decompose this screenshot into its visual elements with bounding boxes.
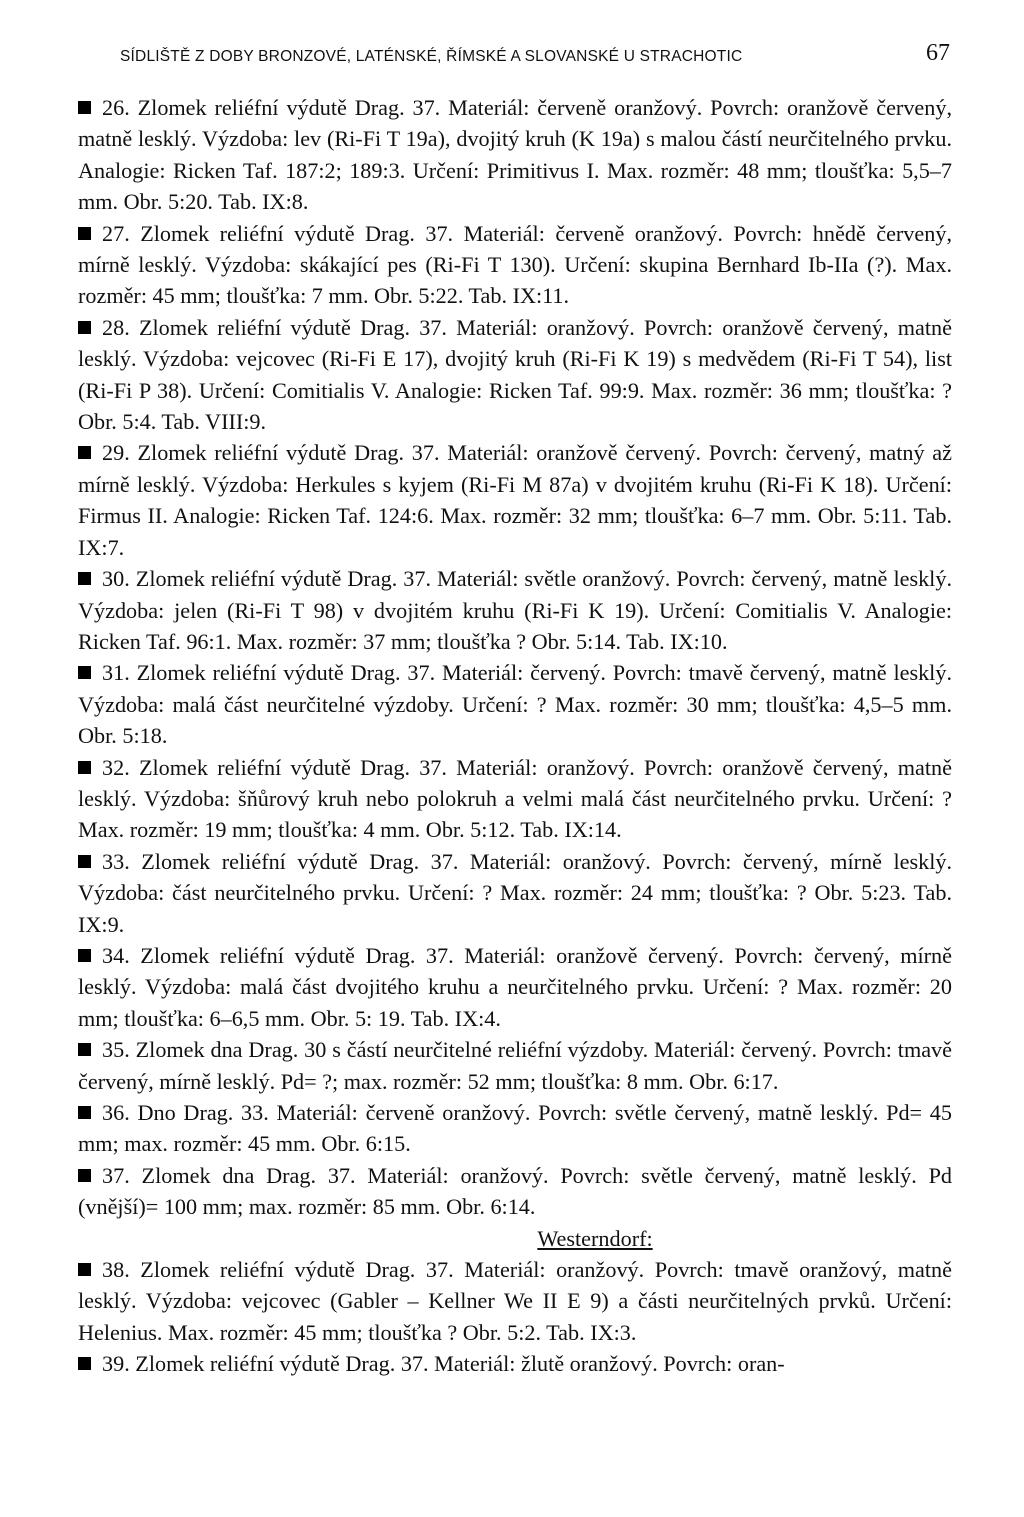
- entry-text: 33. Zlomek reliéfní výdutě Drag. 37. Materiál: oranžový. Povrch: červený, mírně lesklý. Výzdoba: část neurčitelného prvku. Určení: ? Max. rozměr: 24 mm; tloušťka: ? Obr. 5:23. Tab. IX:9.: [78, 848, 952, 937]
- running-title: SÍDLIŠTĚ Z DOBY BRONZOVÉ, LATÉNSKÉ, ŘÍMSKÉ A SLOVANSKÉ U STRACHOTIC: [120, 48, 743, 65]
- catalog-entry: [78, 563, 952, 657]
- page-number: 67: [926, 40, 950, 66]
- entry-text: 37. Zlomek dna Drag. 37. Materiál: oranžový. Povrch: světle červený, matně lesklý. Pd (vnější)= 100 mm; max. rozměr: 85 mm. Obr. 6:14.: [78, 1162, 952, 1220]
- entry-text: 39. Zlomek reliéfní výdutě Drag. 37. Materiál: žlutě oranžový. Povrch: oran-: [102, 1351, 785, 1377]
- catalog-entry: [78, 846, 952, 940]
- entry-text: 36. Dno Drag. 33. Materiál: červeně oranžový. Povrch: světle červený, matně lesklý. Pd= 45 mm; max. rozměr: 45 mm. Obr. 6:15.: [78, 1100, 952, 1157]
- section-heading: Westerndorf:: [537, 1225, 653, 1251]
- bullet-square-icon: [78, 949, 91, 962]
- bullet-square-icon: [78, 446, 91, 459]
- entry-text: 38. Zlomek reliéfní výdutě Drag. 37. Materiál: oranžový. Povrch: tmavě oranžový, matně lesklý. Výzdoba: vejcovec (Gabler – Kellner We II E 9) a části neurčitelných prvků. Určení: Helenius. Max. rozměr: 45 mm; tloušťka ? Obr. 5:2. Tab. IX:3.: [78, 1257, 952, 1345]
- entry-text: 29. Zlomek reliéfní výdutě Drag. 37. Materiál: oranžově červený. Povrch: červený, matný až mírně lesklý. Výzdoba: Herkules s kyjem (Ri-Fi M 87a) v dvojitém kruhu (Ri-Fi K 18). Určení: Firmus II. Analogie: Ricken Taf. 124:6. Max. rozměr: 32 mm; tloušťka: 6–7 mm. Obr. 5:11. Tab. IX:7.: [78, 440, 952, 560]
- running-header: [78, 40, 952, 76]
- catalog-entry: [78, 1160, 952, 1223]
- bullet-square-icon: [78, 572, 91, 585]
- catalog-entry: [78, 1348, 952, 1379]
- catalog-entries: [78, 92, 952, 1380]
- catalog-entry: [78, 92, 952, 218]
- bullet-square-icon: [78, 761, 91, 774]
- entry-text: 28. Zlomek reliéfní výdutě Drag. 37. Materiál: oranžový. Povrch: oranžově červený, matně lesklý. Výzdoba: vejcovec (Ri-Fi E 17), dvojitý kruh (Ri-Fi K 19) s medvědem (Ri-Fi T 54), list (Ri-Fi P 38). Určení: Comitialis V. Analogie: Ricken Taf. 99:9. Max. rozměr: 36 mm; tloušťka: ? Obr. 5:4. Tab. VIII:9.: [78, 314, 952, 435]
- entry-text: 34. Zlomek reliéfní výdutě Drag. 37. Materiál: oranžově červený. Povrch: červený, mírně lesklý. Výzdoba: malá část dvojitého kruhu a neurčitelného prvku. Určení: ? Max. rozměr: 20 mm; tloušťka: 6–6,5 mm. Obr. 5: 19. Tab. IX:4.: [78, 942, 952, 1031]
- bullet-square-icon: [78, 1169, 91, 1182]
- bullet-square-icon: [78, 101, 91, 114]
- catalog-entry: [78, 437, 952, 563]
- entry-text: 30. Zlomek reliéfní výdutě Drag. 37. Materiál: světle oranžový. Povrch: červený, matně lesklý. Výzdoba: jelen (Ri-Fi T 98) v dvojitém kruhu (Ri-Fi K 19). Určení: Comitialis V. Analogie: Ricken Taf. 96:1. Max. rozměr: 37 mm; tloušťka ? Obr. 5:14. Tab. IX:10.: [78, 566, 952, 654]
- entry-text: 26. Zlomek reliéfní výdutě Drag. 37. Materiál: červeně oranžový. Povrch: oranžově červený, matně lesklý. Výzdoba: lev (Ri-Fi T 19a), dvojitý kruh (K 19a) s malou částí neurčitelného prvku. Analogie: Ricken Taf. 187:2; 189:3. Určení: Primitivus I. Max. rozměr: 48 mm; tloušťka: 5,5–7 mm. Obr. 5:20. Tab. IX:8.: [78, 95, 952, 215]
- entry-text: 35. Zlomek dna Drag. 30 s částí neurčitelné reliéfní výzdoby. Materiál: červený. Povrch: tmavě červený, mírně lesklý. Pd= ?; max. rozměr: 52 mm; tloušťka: 8 mm. Obr. 6:17.: [78, 1037, 952, 1094]
- catalog-entry: [78, 657, 952, 751]
- catalog-entry: [78, 1034, 952, 1097]
- bullet-square-icon: [78, 855, 91, 868]
- catalog-entry: [78, 940, 952, 1034]
- bullet-square-icon: [78, 321, 91, 334]
- bullet-square-icon: [78, 227, 91, 240]
- entry-text: 31. Zlomek reliéfní výdutě Drag. 37. Materiál: červený. Povrch: tmavě červený, matně lesklý. Výzdoba: malá část neurčitelné výzdoby. Určení: ? Max. rozměr: 30 mm; tloušťka: 4,5–5 mm. Obr. 5:18.: [78, 660, 952, 749]
- document-page: [78, 40, 952, 1380]
- catalog-entry: [78, 218, 952, 312]
- bullet-square-icon: [78, 666, 91, 679]
- catalog-entry: [78, 1254, 952, 1348]
- entry-text: 27. Zlomek reliéfní výdutě Drag. 37. Materiál: červeně oranžový. Povrch: hnědě červený, mírně lesklý. Výzdoba: skákající pes (Ri-Fi T 130). Určení: skupina Bernhard Ib-IIa (?). Max. rozměr: 45 mm; tloušťka: 7 mm. Obr. 5:22. Tab. IX:11.: [78, 220, 952, 309]
- bullet-square-icon: [78, 1106, 91, 1119]
- bullet-square-icon: [78, 1263, 91, 1276]
- bullet-square-icon: [78, 1357, 91, 1370]
- catalog-entry: [78, 1097, 952, 1160]
- bullet-square-icon: [78, 1043, 91, 1056]
- catalog-entry: [78, 752, 952, 846]
- entry-text: 32. Zlomek reliéfní výdutě Drag. 37. Materiál: oranžový. Povrch: oranžově červený, matně lesklý. Výzdoba: šňůrový kruh nebo polokruh a velmi malá část neurčitelného prvku. Určení: ? Max. rozměr: 19 mm; tloušťka: 4 mm. Obr. 5:12. Tab. IX:14.: [78, 754, 952, 843]
- catalog-entry: [78, 312, 952, 438]
